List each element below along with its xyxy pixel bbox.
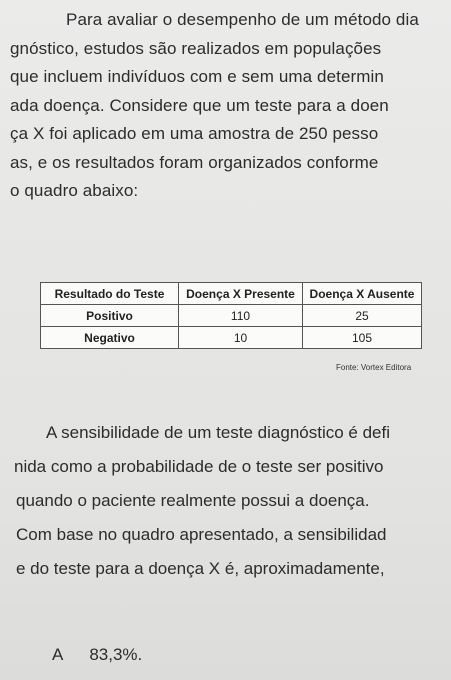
intro-line: ada doença. Considere que um teste para a doen bbox=[10, 95, 389, 115]
intro-line: que incluem indivíduos com e sem uma determin bbox=[10, 67, 384, 86]
table-row bbox=[41, 327, 422, 349]
answer-option-a[interactable] bbox=[52, 645, 142, 665]
table-cell: 105 bbox=[303, 327, 422, 349]
results-table-container bbox=[40, 282, 422, 349]
table-cell: 25 bbox=[303, 305, 422, 327]
question-line: A sensibilidade de um teste diagnóstico é defi bbox=[46, 423, 391, 442]
table-row bbox=[41, 305, 422, 327]
option-letter: A bbox=[52, 645, 64, 664]
question-line: e do teste para a doença X é, aproximadamente, bbox=[16, 559, 385, 578]
table-header-cell: Doença X Presente bbox=[179, 283, 303, 305]
intro-paragraph bbox=[4, 6, 444, 206]
question-line: Com base no quadro apresentado, a sensibilidad bbox=[16, 525, 387, 544]
question-line: quando o paciente realmente possui a doença. bbox=[16, 491, 370, 510]
table-cell: 110 bbox=[179, 305, 303, 327]
intro-line: as, e os resultados foram organizados conforme bbox=[10, 152, 379, 172]
source-note: Fonte: Vortex Editora bbox=[336, 363, 412, 372]
results-table bbox=[40, 282, 422, 349]
table-cell: 10 bbox=[179, 327, 303, 349]
table-row-label: Negativo bbox=[41, 327, 179, 349]
option-text: 83,3%. bbox=[89, 645, 143, 664]
intro-line: gnóstico, estudos são realizados em populações bbox=[10, 38, 382, 58]
question-paragraph bbox=[14, 416, 446, 586]
table-header-row bbox=[41, 283, 422, 305]
table-header-cell: Doença X Ausente bbox=[303, 283, 422, 305]
intro-line: Para avaliar o desempenho de um método dia bbox=[66, 10, 419, 29]
table-row-label: Positivo bbox=[41, 305, 179, 327]
intro-line: o quadro abaixo: bbox=[10, 181, 139, 200]
intro-line: ça X foi aplicado em uma amostra de 250 pesso bbox=[10, 124, 379, 143]
table-header-cell: Resultado do Teste bbox=[41, 283, 179, 305]
question-line: nida como a probabilidade de o teste ser positivo bbox=[14, 457, 384, 476]
